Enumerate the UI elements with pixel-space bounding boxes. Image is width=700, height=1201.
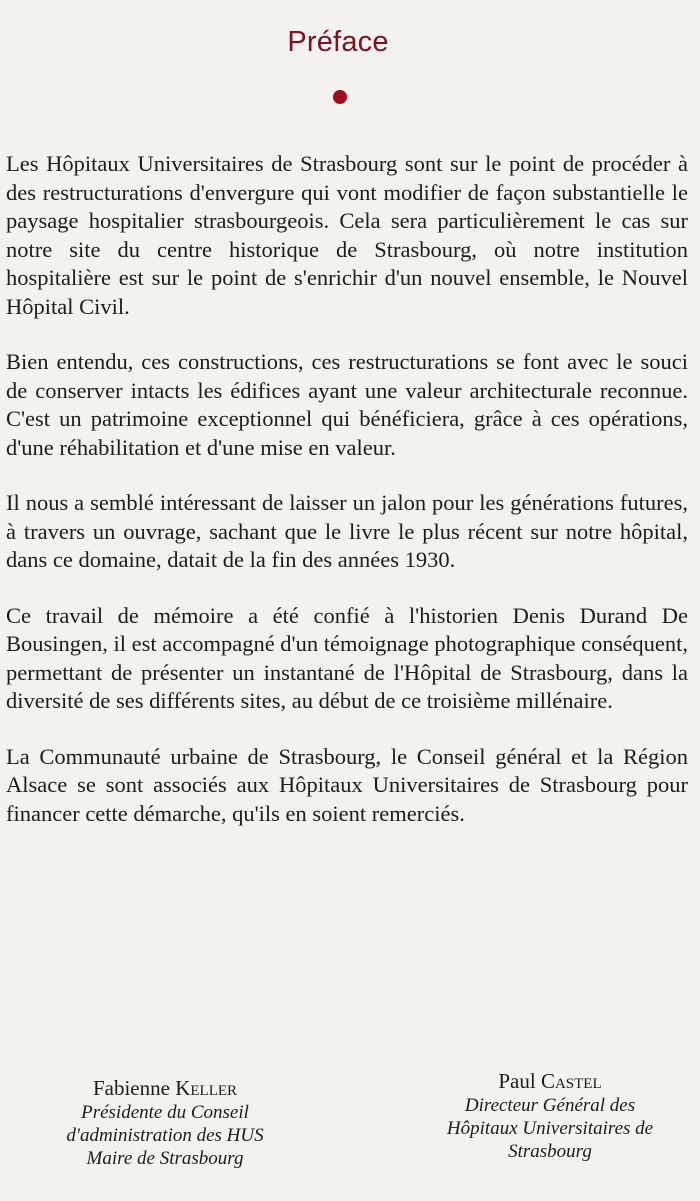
- paragraph: Ce travail de mémoire a été confié à l'historien Denis Durand De Bousingen, il est accompagné d'un témoignage photographique conséquent, permettant de présenter un instantané de l'Hôpital de Strasbourg, dans la diversité de ses différents sites, au début de ce troisième millénaire.: [6, 602, 689, 713]
- signatory-role: Strasbourg: [508, 1141, 592, 1162]
- signatory-role: Directeur Général des: [464, 1095, 636, 1116]
- signatory-first-name: Fabienne: [92, 1076, 170, 1100]
- signatory-role: Présidente du Conseil: [81, 1102, 249, 1123]
- ornament-dot: [333, 90, 347, 104]
- signatory-name: [405, 1068, 695, 1094]
- signatory-role: Maire de Strasbourg: [86, 1148, 244, 1169]
- signatory-role: Hôpitaux Universitaires de: [446, 1118, 654, 1139]
- signature-right: [405, 1068, 695, 1163]
- signatory-last-name: Keller: [175, 1076, 238, 1100]
- paragraph: Les Hôpitaux Universitaires de Strasbourg sont sur le point de procéder à des restructurations d'envergure qui vont modifier de façon substantielle le paysage hospitalier strasbourgeois. Cela sera particulièrement le cas sur notre site du centre historique de Strasbourg, où notre institution hospitalière est sur le point de s'enrichir d'un nouvel ensemble, le Nouvel Hôpital Civil.: [6, 151, 688, 319]
- signatory-first-name: Paul: [498, 1069, 536, 1093]
- signature-left: [30, 1075, 300, 1170]
- signatory-name: [30, 1075, 300, 1101]
- signatory-role: d'administration des HUS: [66, 1125, 264, 1146]
- page-title: Préface: [287, 26, 389, 58]
- preface-body: [6, 150, 688, 855]
- signatory-last-name: Castel: [540, 1069, 602, 1093]
- paragraph: Bien entendu, ces constructions, ces restructurations se font avec le souci de conserver intacts les édifices ayant une valeur architecturale reconnue. C'est un patrimoine exceptionnel qui bénéficiera, grâce à ces opérations, d'une réhabilitation et d'une mise en valeur.: [6, 349, 688, 460]
- paragraph: Il nous a semblé intéressant de laisser un jalon pour les générations futures, à travers un ouvrage, sachant que le livre le plus récent sur notre hôpital, dans ce domaine, datait de la fin des années 1930.: [6, 490, 688, 572]
- paragraph: La Communauté urbaine de Strasbourg, le Conseil général et la Région Alsace se sont associés aux Hôpitaux Universitaires de Strasbourg pour financer cette démarche, qu'ils en soient remerciés.: [6, 743, 688, 826]
